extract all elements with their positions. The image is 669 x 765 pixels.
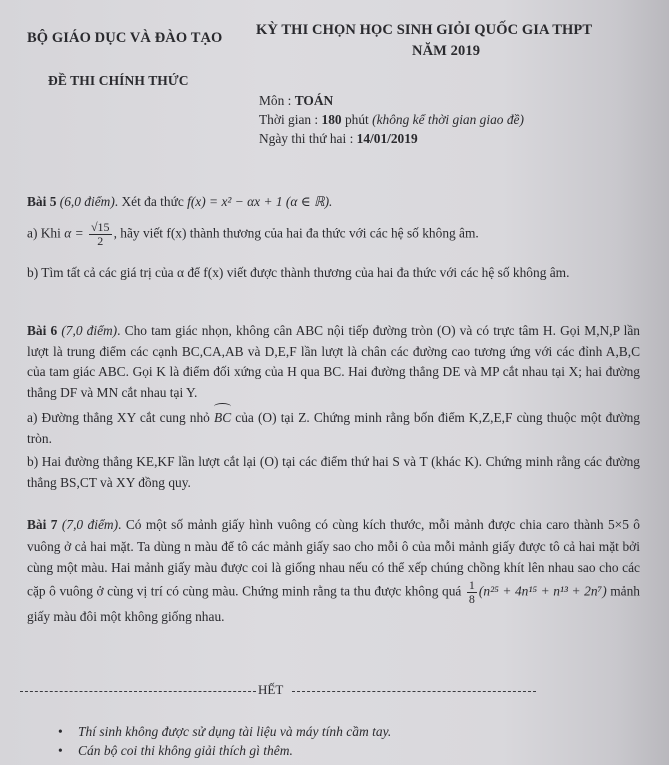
dash-left	[20, 691, 256, 692]
ministry-name: BỘ GIÁO DỤC VÀ ĐÀO TẠO	[27, 30, 223, 46]
problem-5-points: (6,0 điểm)	[59, 194, 115, 209]
problem-5-title: Bài 5	[27, 194, 57, 209]
subject-label: Môn :	[259, 93, 295, 108]
part-label: b)	[27, 265, 39, 280]
problem-7-statement	[27, 514, 640, 627]
problem-6b	[27, 452, 640, 493]
problem-5a	[27, 221, 640, 248]
part-text: , hãy viết f(x) thành thương của hai đa thức với các hệ số không âm.	[113, 225, 479, 241]
dash-right	[292, 691, 536, 692]
arc-bc: BC	[214, 408, 231, 429]
problem-6-intro: . Cho tam giác nhọn, không cân ABC nội tiếp đường tròn (O) và có trực tâm H. Gọi M,N,P lần lượt là trung điểm các cạnh BC,CA,AB và D,E,F lần lượt là chân các đường cao tương ứng với các đỉnh A,B,C của tam giác ABC. Gọi K là điểm đối xứng của H qua BC. Hai đường thẳng DE và MP cắt nhau tại X; hai đường thẳng DF và MN cắt nhau tại Y.	[27, 323, 641, 400]
part-label: a) Khi	[27, 225, 65, 241]
subject-value: TOÁN	[294, 93, 334, 108]
time-label: Thời gian :	[259, 112, 322, 127]
note-item: • Cán bộ coi thi không giải thích gì thêm.	[58, 741, 391, 760]
part-text: Tìm tất cả các giá trị của α để f(x) viết được thành thương của hai đa thức với các hệ số không âm.	[38, 265, 570, 280]
part-label: b)	[27, 454, 39, 469]
part-text: Đường thẳng XY cắt cung nhỏ	[37, 410, 215, 425]
part-text: Hai đường thẳng KE,KF lần lượt cắt lại (O) tại các điểm thứ hai S và T (khác K). Chứng minh rằng các đường thẳng BS,CT và XY đồng quy.	[27, 454, 640, 490]
problem-5b	[27, 263, 640, 284]
subject-line	[259, 91, 333, 110]
frac-num: 1	[468, 577, 475, 592]
time-value: 180	[321, 112, 342, 127]
problem-6-statement	[27, 321, 640, 403]
end-divider	[20, 684, 536, 698]
problem-5-intro: . Xét đa thức	[114, 194, 188, 209]
end-label: HẾT	[258, 682, 284, 697]
exam-year: NĂM 2019	[412, 43, 481, 59]
part-text: của (O) tại Z. Chứng minh rằng bốn điểm K,Z,E,F cùng thuộc một đường tròn.	[27, 410, 640, 446]
time-line	[259, 110, 524, 129]
fraction	[89, 221, 112, 248]
date-value: 14/01/2019	[356, 131, 418, 146]
note-item: • Thí sinh không được sử dụng tài liệu và máy tính cầm tay.	[58, 722, 391, 741]
fraction	[467, 579, 477, 606]
problem-7-outro: mảnh giấy màu đôi một không giống nhau.	[27, 583, 640, 624]
time-unit: phút	[341, 112, 373, 127]
problem-6a	[27, 408, 640, 449]
frac-den: 8	[468, 591, 475, 606]
date-label: Ngày thi thứ hai :	[259, 131, 357, 146]
expression: (n²⁵ + 4n¹⁵ + n¹³ + 2n⁷)	[478, 583, 607, 599]
problem-6-points: (7,0 điểm)	[61, 323, 118, 338]
problem-5-formula: f(x) = x² − αx + 1 (α ∈ ℝ).	[187, 194, 333, 209]
exam-title: KỲ THI CHỌN HỌC SINH GIỎI QUỐC GIA THPT	[256, 22, 593, 38]
part-label: a)	[27, 410, 38, 425]
problem-6-title: Bài 6	[27, 323, 58, 338]
date-line	[259, 129, 418, 148]
alpha-eq: α =	[64, 225, 84, 241]
time-note: (không kể thời gian giao đề)	[372, 112, 524, 127]
problem-7-intro: . Có một số mảnh giấy hình vuông có cùng kích thước, mỗi mảnh được chia caro thành 5×5 ô vuông ở cả hai mặt. Ta dùng n màu để tô các mảnh giấy sao cho mỗi ô của mỗi mảnh giấy được tô cả hai mặt bởi cùng một màu. Hai mảnh giấy màu được coi là giống nhau nếu có thể xếp chúng chồng khít lên nhau sao cho các cặp ô vuông ở cùng vị trí có cùng màu. Chứng minh rằng ta thu được không quá	[27, 517, 641, 599]
problem-5-statement	[27, 192, 640, 213]
problem-7-title: Bài 7	[27, 517, 58, 532]
frac-num: √15	[90, 220, 110, 234]
frac-den: 2	[97, 234, 104, 248]
problem-7-points: (7,0 điểm)	[61, 517, 119, 532]
notes-list	[58, 722, 391, 760]
official-label: ĐỀ THI CHÍNH THỨC	[48, 73, 189, 88]
